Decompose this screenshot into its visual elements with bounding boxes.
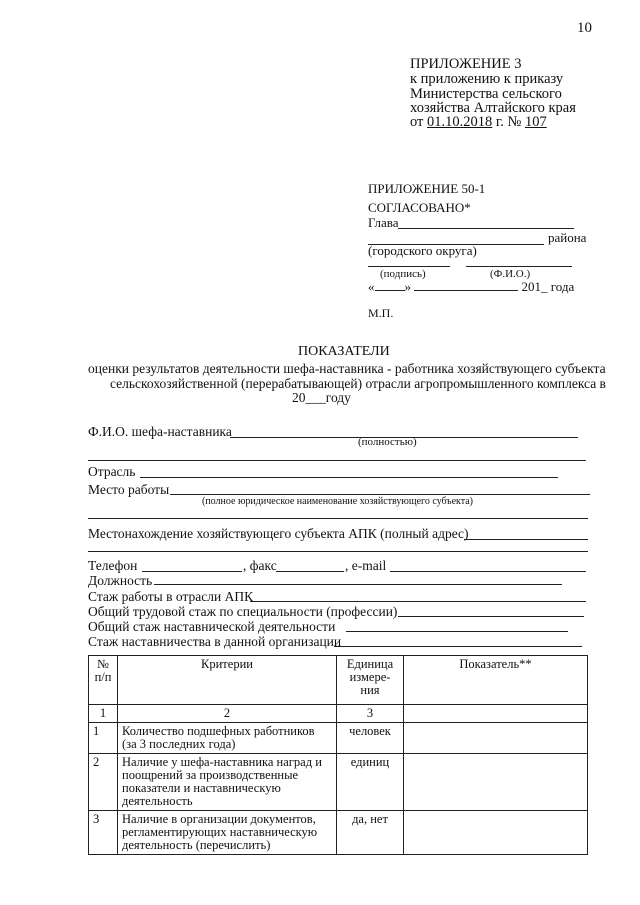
- industry-label: Отрасль: [88, 464, 136, 479]
- row-value[interactable]: [404, 723, 588, 754]
- full-name-caption: (полностью): [358, 436, 417, 448]
- email-input[interactable]: [390, 571, 586, 572]
- stamp-label: М.П.: [368, 306, 394, 320]
- header-num: № п/п: [89, 656, 118, 705]
- industry-input[interactable]: [140, 477, 558, 478]
- org-mentoring-experience-label: Стаж наставничества в данной организации: [88, 634, 342, 649]
- name-line[interactable]: [466, 266, 572, 267]
- mentor-name-label: Ф.И.О. шефа-наставника: [88, 424, 232, 439]
- header-criteria: Критерии: [118, 656, 337, 705]
- row-criteria: Количество подшефных работников (за 3 последних года): [118, 723, 337, 754]
- approval-date: « » 201_ года: [368, 279, 575, 294]
- index-cell: 3: [337, 705, 404, 723]
- head-label: Глава: [368, 215, 399, 230]
- total-experience-label: Общий трудовой стаж по специальности (профессии): [88, 604, 398, 619]
- row-num: 3: [89, 811, 118, 855]
- row-unit: человек: [337, 723, 404, 754]
- agreed-label: СОГЛАСОВАНО*: [368, 200, 471, 215]
- signature-line[interactable]: [368, 266, 450, 267]
- index-cell: [404, 705, 588, 723]
- name-caption: (Ф.И.О.): [490, 268, 531, 280]
- signature-caption: (подпись): [380, 268, 426, 280]
- phone-label: Телефон: [88, 558, 138, 573]
- table-row: [89, 811, 588, 855]
- location-continuation-line[interactable]: [88, 551, 588, 552]
- workplace-caption: (полное юридическое наименование хозяйствующего субъекта): [202, 496, 473, 507]
- header-indicator: Показатель**: [404, 656, 588, 705]
- total-experience-input[interactable]: [398, 616, 584, 617]
- row-value[interactable]: [404, 754, 588, 811]
- table-header-row: [89, 656, 588, 705]
- document-heading: ПОКАЗАТЕЛИ: [298, 344, 390, 359]
- appendix-50-1: ПРИЛОЖЕНИЕ 50-1: [368, 181, 486, 196]
- location-label: Местонахождение хозяйствующего субъекта АПК (полный адрес): [88, 526, 469, 541]
- phone-input[interactable]: [142, 571, 242, 572]
- appendix-title: ПРИЛОЖЕНИЕ 3: [410, 56, 522, 72]
- industry-experience-input[interactable]: [250, 601, 586, 602]
- row-criteria: Наличие в организации документов, регламентирующих наставническую деятельность (перечислить): [118, 811, 337, 855]
- appendix-line-3: хозяйства Алтайского края: [410, 100, 576, 116]
- row-criteria: Наличие у шефа-наставника наград и поощрений за производственные показатели и наставническую деятельность: [118, 754, 337, 811]
- fax-label: , факс: [243, 558, 277, 573]
- criteria-table: [88, 655, 588, 855]
- table-row: [89, 754, 588, 811]
- row-unit: да, нет: [337, 811, 404, 855]
- row-value[interactable]: [404, 811, 588, 855]
- workplace-label: Место работы: [88, 482, 170, 497]
- appendix-order-date: от 01.10.2018 г. № 107: [410, 114, 547, 130]
- order-number: 107: [524, 114, 547, 130]
- order-date: 01.10.2018: [427, 114, 493, 130]
- appendix-line-1: к приложению к приказу: [410, 71, 564, 87]
- mentoring-experience-label: Общий стаж наставнической деятельности: [88, 619, 336, 634]
- district-label: района: [548, 230, 587, 245]
- table-index-row: [89, 705, 588, 723]
- industry-experience-label: Стаж работы в отрасли АПК: [88, 589, 254, 604]
- org-mentoring-experience-input[interactable]: [334, 646, 582, 647]
- appendix-line-2: Министерства сельского: [410, 86, 562, 102]
- row-unit: единиц: [337, 754, 404, 811]
- mentor-name-continuation-line[interactable]: [88, 460, 586, 461]
- table-row: [89, 723, 588, 754]
- workplace-input[interactable]: [170, 494, 590, 495]
- location-input[interactable]: [464, 539, 588, 540]
- position-label: Должность: [88, 573, 153, 588]
- index-cell: 2: [118, 705, 337, 723]
- email-label: , e-mail: [345, 558, 387, 573]
- position-input[interactable]: [154, 584, 562, 585]
- fax-input[interactable]: [276, 571, 344, 572]
- title-line-1: оценки результатов деятельности шефа-наставника - работника хозяйствующего субъекта: [88, 361, 606, 376]
- title-line-2: сельскохозяйственной (перерабатывающей) отрасли агропромышленного комплекса в: [110, 376, 606, 391]
- city-district-caption: (городского округа): [368, 243, 477, 258]
- workplace-continuation-line[interactable]: [88, 518, 588, 519]
- row-num: 1: [89, 723, 118, 754]
- title-line-3: 20___году: [292, 390, 351, 405]
- row-num: 2: [89, 754, 118, 811]
- head-line[interactable]: [398, 228, 574, 229]
- index-cell: 1: [89, 705, 118, 723]
- page-number: 10: [577, 20, 592, 36]
- header-unit: Единица измере-ния: [337, 656, 404, 705]
- mentoring-experience-input[interactable]: [346, 631, 568, 632]
